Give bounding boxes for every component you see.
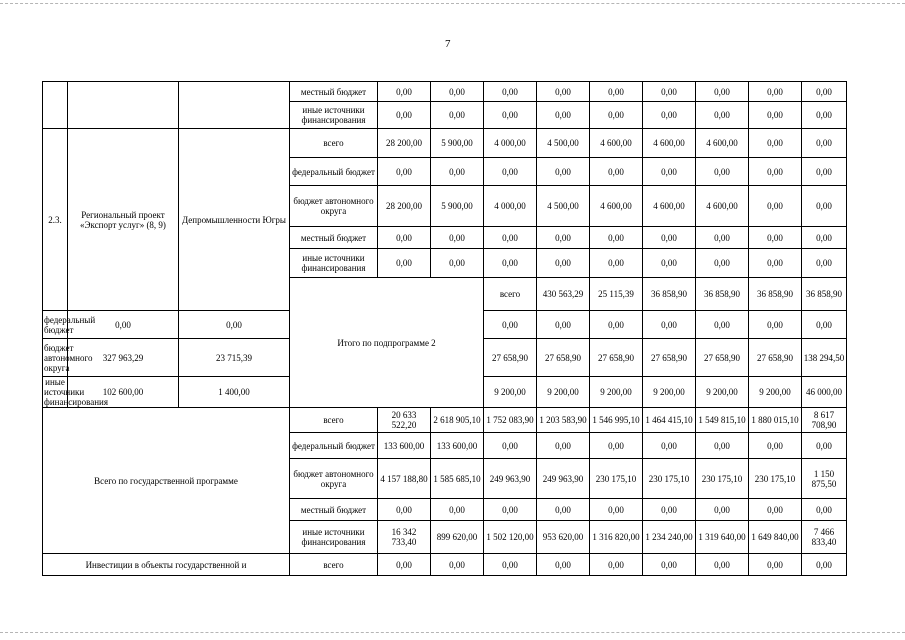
table-cell: 1 546 995,10 [590, 408, 643, 433]
table-cell: 36 858,90 [696, 278, 749, 311]
table-cell: местный бюджет [290, 227, 378, 249]
table-cell: 0,00 [484, 499, 537, 521]
table-cell: 4 500,00 [537, 186, 590, 227]
table-row [43, 554, 847, 576]
table-cell: 27 658,90 [537, 339, 590, 377]
table-cell: Региональный проект «Экспорт услуг» (8, 9) [68, 129, 179, 311]
table-cell: 0,00 [749, 186, 802, 227]
table-cell: 27 658,90 [484, 339, 537, 377]
table-cell: 4 600,00 [696, 186, 749, 227]
table-cell: 36 858,90 [749, 278, 802, 311]
table-cell: местный бюджет [290, 82, 378, 102]
table-cell: 0,00 [378, 158, 431, 186]
table-cell: 1 752 083,90 [484, 408, 537, 433]
table-cell: 0,00 [802, 249, 847, 278]
table-cell: 4 600,00 [590, 129, 643, 158]
table-cell: 249 963,90 [537, 459, 590, 499]
table-cell: иные источники финансирования [290, 102, 378, 129]
table-cell: 0,00 [749, 102, 802, 129]
table-cell: 0,00 [696, 433, 749, 459]
table-cell: 0,00 [431, 227, 484, 249]
table-cell: 0,00 [537, 227, 590, 249]
table-cell: 0,00 [378, 82, 431, 102]
table-cell: 0,00 [802, 499, 847, 521]
table-cell: 0,00 [537, 249, 590, 278]
table-cell: 230 175,10 [696, 459, 749, 499]
table-cell: 0,00 [431, 158, 484, 186]
table-cell: 899 620,00 [431, 521, 484, 554]
table-cell: 0,00 [68, 311, 179, 339]
table-cell: 0,00 [696, 227, 749, 249]
table-cell: бюджет автономного округа [43, 339, 68, 377]
table-cell: 230 175,10 [643, 459, 696, 499]
table-cell: 0,00 [590, 102, 643, 129]
table-cell: 0,00 [431, 82, 484, 102]
table-cell: 0,00 [696, 82, 749, 102]
table-cell: 0,00 [696, 499, 749, 521]
table-cell: 1 203 583,90 [537, 408, 590, 433]
table-cell: 0,00 [802, 102, 847, 129]
table-cell: 0,00 [378, 102, 431, 129]
table-cell: федеральный бюджет [43, 311, 68, 339]
table-cell: 0,00 [802, 554, 847, 576]
table-cell: 953 620,00 [537, 521, 590, 554]
table-cell: 0,00 [378, 499, 431, 521]
table-cell [43, 82, 68, 129]
table-cell: 1 400,00 [179, 377, 290, 408]
table-cell: 5 900,00 [431, 129, 484, 158]
table-cell: всего [290, 408, 378, 433]
table-cell: 133 600,00 [431, 433, 484, 459]
table-cell: 1 234 240,00 [643, 521, 696, 554]
table-cell: 0,00 [643, 102, 696, 129]
table-cell: 0,00 [431, 499, 484, 521]
table-cell [68, 82, 179, 129]
table-cell: 27 658,90 [590, 339, 643, 377]
table-cell: 0,00 [484, 249, 537, 278]
table-cell: 0,00 [537, 499, 590, 521]
table-cell: бюджет автономного округа [290, 186, 378, 227]
table-cell: иные источники финансирования [290, 249, 378, 278]
scan-bottom-edge [0, 632, 905, 633]
table-cell: 0,00 [643, 554, 696, 576]
table-cell: 25 115,39 [590, 278, 643, 311]
table-cell: 8 617 708,90 [802, 408, 847, 433]
table-cell: 0,00 [643, 227, 696, 249]
table-cell: 1 649 840,00 [749, 521, 802, 554]
table-row [43, 129, 847, 158]
table-cell: 0,00 [749, 249, 802, 278]
table-cell: 0,00 [696, 554, 749, 576]
table-cell: 4 000,00 [484, 186, 537, 227]
table-cell: 0,00 [431, 249, 484, 278]
table-cell: 1 319 640,00 [696, 521, 749, 554]
table-cell: 9 200,00 [643, 377, 696, 408]
table-cell: 1 880 015,10 [749, 408, 802, 433]
scan-top-edge [0, 3, 905, 4]
table-cell: 430 563,29 [537, 278, 590, 311]
table-cell: 28 200,00 [378, 186, 431, 227]
table-cell: 0,00 [802, 186, 847, 227]
table-cell: 27 658,90 [696, 339, 749, 377]
table-cell: 0,00 [537, 82, 590, 102]
table-cell: 249 963,90 [484, 459, 537, 499]
table-cell: 0,00 [590, 554, 643, 576]
table-cell: 0,00 [749, 433, 802, 459]
table-cell: 9 200,00 [696, 377, 749, 408]
table-cell: 102 600,00 [68, 377, 179, 408]
table-cell: 1 464 415,10 [643, 408, 696, 433]
table-cell: 0,00 [484, 433, 537, 459]
table-cell: 133 600,00 [378, 433, 431, 459]
table-cell: 46 000,00 [802, 377, 847, 408]
table-cell: 0,00 [590, 433, 643, 459]
table-cell: 7 466 833,40 [802, 521, 847, 554]
table-cell: 16 342 733,40 [378, 521, 431, 554]
table-cell: 20 633 522,20 [378, 408, 431, 433]
table-cell: 230 175,10 [749, 459, 802, 499]
table-cell: 0,00 [484, 554, 537, 576]
table-cell: 9 200,00 [590, 377, 643, 408]
table-cell: 0,00 [431, 102, 484, 129]
table-cell: 0,00 [643, 82, 696, 102]
table-cell: 0,00 [749, 158, 802, 186]
table-cell: 4 600,00 [643, 129, 696, 158]
table-cell: 9 200,00 [749, 377, 802, 408]
table-cell: 4 000,00 [484, 129, 537, 158]
table-cell: 0,00 [802, 129, 847, 158]
table-cell: 0,00 [431, 554, 484, 576]
table-cell: 0,00 [378, 227, 431, 249]
table-cell: 0,00 [802, 227, 847, 249]
table-cell: 0,00 [749, 499, 802, 521]
table-cell: 0,00 [643, 433, 696, 459]
table-cell: 327 963,29 [68, 339, 179, 377]
table-cell: федеральный бюджет [290, 433, 378, 459]
table-cell: 0,00 [484, 311, 537, 339]
table-cell: 2.3. [43, 129, 68, 311]
table-cell: всего [484, 278, 537, 311]
table-cell: 0,00 [484, 102, 537, 129]
table-cell: 0,00 [696, 158, 749, 186]
table-cell: 0,00 [590, 227, 643, 249]
table-cell: 0,00 [590, 249, 643, 278]
table-cell: федеральный бюджет [290, 158, 378, 186]
table-cell: 0,00 [537, 311, 590, 339]
table-cell: 0,00 [484, 82, 537, 102]
table-cell: 0,00 [537, 102, 590, 129]
table-cell: 2 618 905,10 [431, 408, 484, 433]
table-cell: местный бюджет [290, 499, 378, 521]
table-cell: Итого по подпрограмме 2 [290, 278, 484, 408]
table-cell: 0,00 [590, 499, 643, 521]
table-cell: 0,00 [484, 227, 537, 249]
table-cell: 138 294,50 [802, 339, 847, 377]
table-cell: 1 502 120,00 [484, 521, 537, 554]
table-cell: 0,00 [643, 499, 696, 521]
table-cell: 0,00 [749, 82, 802, 102]
table-cell: Инвестиции в объекты государственной и [43, 554, 290, 576]
table-cell: 0,00 [643, 249, 696, 278]
table-cell: 0,00 [643, 158, 696, 186]
page-number: 7 [445, 38, 451, 50]
table-cell: 0,00 [590, 82, 643, 102]
table-cell: 0,00 [537, 158, 590, 186]
table-cell: 23 715,39 [179, 339, 290, 377]
table-cell: 4 500,00 [537, 129, 590, 158]
table-cell: 0,00 [378, 249, 431, 278]
table-cell: 0,00 [802, 158, 847, 186]
table-cell: 0,00 [749, 554, 802, 576]
table-cell: Всего по государственной программе [43, 408, 290, 554]
table-cell: 0,00 [537, 433, 590, 459]
table-cell: 0,00 [378, 554, 431, 576]
table-cell: 28 200,00 [378, 129, 431, 158]
table-cell: 0,00 [590, 158, 643, 186]
table-cell: 0,00 [590, 311, 643, 339]
table-cell: 27 658,90 [749, 339, 802, 377]
table-cell: всего [290, 554, 378, 576]
table-cell: 0,00 [749, 129, 802, 158]
table-row [43, 408, 847, 433]
table-cell: 0,00 [749, 227, 802, 249]
table-cell: 4 600,00 [590, 186, 643, 227]
table-cell: 4 600,00 [643, 186, 696, 227]
table-cell: 5 900,00 [431, 186, 484, 227]
table-cell: 27 658,90 [643, 339, 696, 377]
table-cell: 4 600,00 [696, 129, 749, 158]
table-cell: 36 858,90 [643, 278, 696, 311]
table-cell: 9 200,00 [537, 377, 590, 408]
table-cell: 4 157 188,80 [378, 459, 431, 499]
table-cell: 9 200,00 [484, 377, 537, 408]
table-cell: бюджет автономного округа [290, 459, 378, 499]
table-cell: 0,00 [749, 311, 802, 339]
table-cell: Депромышленности Югры [179, 129, 290, 311]
table-cell: 0,00 [696, 311, 749, 339]
table-cell: 0,00 [484, 158, 537, 186]
table-cell: 0,00 [802, 433, 847, 459]
table-cell: 0,00 [179, 311, 290, 339]
table-cell: 0,00 [802, 311, 847, 339]
table-cell: 1 585 685,10 [431, 459, 484, 499]
table-cell: 0,00 [537, 554, 590, 576]
table-cell: 1 316 820,00 [590, 521, 643, 554]
table-cell: 1 549 815,10 [696, 408, 749, 433]
table-cell: 0,00 [643, 311, 696, 339]
table-row [43, 82, 847, 102]
table-cell: иные источники финансирования [44, 377, 108, 407]
table-cell: 0,00 [802, 82, 847, 102]
table-cell: 0,00 [696, 249, 749, 278]
table-cell: иные источники финансирования [290, 521, 378, 554]
table-body [43, 82, 847, 576]
table-cell: 0,00 [696, 102, 749, 129]
table-cell: всего [290, 129, 378, 158]
table-cell: 230 175,10 [590, 459, 643, 499]
budget-table [42, 81, 847, 576]
table-cell: 36 858,90 [802, 278, 847, 311]
table-cell: 1 150 875,50 [802, 459, 847, 499]
table-cell [179, 82, 290, 129]
